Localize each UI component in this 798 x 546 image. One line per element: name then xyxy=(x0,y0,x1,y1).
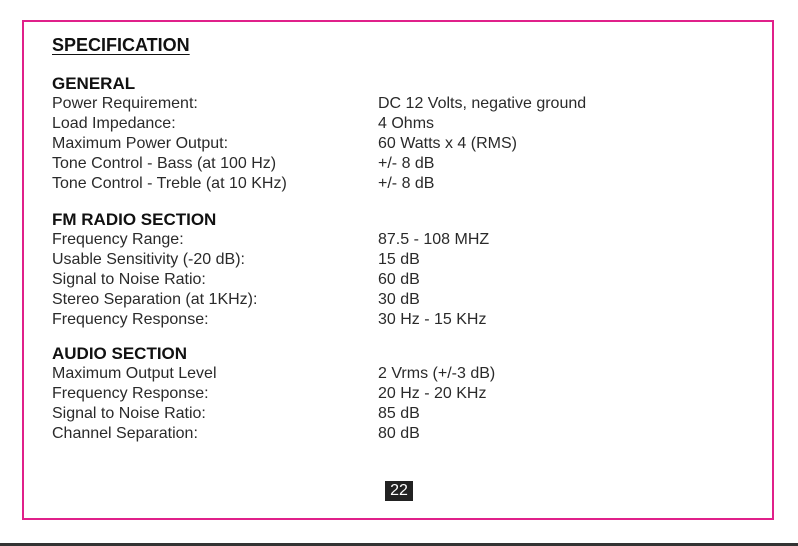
spec-label: Maximum Output Level xyxy=(52,365,217,382)
spec-value: +/- 8 dB xyxy=(378,155,435,172)
page-title: SPECIFICATION xyxy=(52,35,190,55)
spec-row-fm-frequency-response xyxy=(52,310,652,330)
spec-label: Frequency Response: xyxy=(52,311,209,328)
spec-value: 60 Watts x 4 (RMS) xyxy=(378,135,517,152)
spec-row-stereo-separation xyxy=(52,290,652,310)
spec-row-audio-signal-noise xyxy=(52,404,652,424)
spec-value: +/- 8 dB xyxy=(378,175,435,192)
spec-row-fm-signal-noise xyxy=(52,270,652,290)
general-section xyxy=(52,74,652,194)
spec-row-audio-frequency-response xyxy=(52,384,652,404)
spec-label: Frequency Response: xyxy=(52,385,209,402)
spec-row-frequency-range xyxy=(52,230,652,250)
spec-value: 80 dB xyxy=(378,425,420,442)
spec-row-channel-separation xyxy=(52,424,652,444)
spec-label: Usable Sensitivity (-20 dB): xyxy=(52,251,245,268)
spec-row-power-requirement xyxy=(52,94,652,114)
spec-row-max-output-level xyxy=(52,364,652,384)
spec-row-tone-treble xyxy=(52,174,652,194)
spec-value: 30 Hz - 15 KHz xyxy=(378,311,487,328)
spec-label: Signal to Noise Ratio: xyxy=(52,271,206,288)
section-heading-general: GENERAL xyxy=(52,74,136,93)
spec-value: 2 Vrms (+/-3 dB) xyxy=(378,365,496,382)
spec-label: Frequency Range: xyxy=(52,231,184,248)
spec-row-max-power-output xyxy=(52,134,652,154)
audio-section xyxy=(52,344,652,444)
spec-value: 60 dB xyxy=(378,271,420,288)
spec-value: 15 dB xyxy=(378,251,420,268)
spec-value: 87.5 - 108 MHZ xyxy=(378,231,490,248)
spec-label: Tone Control - Treble (at 10 KHz) xyxy=(52,175,287,192)
spec-label: Power Requirement: xyxy=(52,95,198,112)
spec-value: 85 dB xyxy=(378,405,420,422)
spec-label: Signal to Noise Ratio: xyxy=(52,405,206,422)
spec-row-load-impedance xyxy=(52,114,652,134)
spec-row-tone-bass xyxy=(52,154,652,174)
page-number-badge: 22 xyxy=(385,481,413,501)
spec-value: 30 dB xyxy=(378,291,420,308)
spec-label: Channel Separation: xyxy=(52,425,198,442)
section-heading-audio: AUDIO SECTION xyxy=(52,344,188,363)
spec-label: Stereo Separation (at 1KHz): xyxy=(52,291,258,308)
spec-label: Load Impedance: xyxy=(52,115,176,132)
spec-label: Tone Control - Bass (at 100 Hz) xyxy=(52,155,277,172)
spec-row-usable-sensitivity xyxy=(52,250,652,270)
spec-value: 20 Hz - 20 KHz xyxy=(378,385,487,402)
spec-value: DC 12 Volts, negative ground xyxy=(378,95,587,112)
spec-label: Maximum Power Output: xyxy=(52,135,229,152)
fm-radio-section xyxy=(52,210,652,330)
spec-value: 4 Ohms xyxy=(378,115,435,132)
section-heading-fm-radio: FM RADIO SECTION xyxy=(52,210,217,229)
